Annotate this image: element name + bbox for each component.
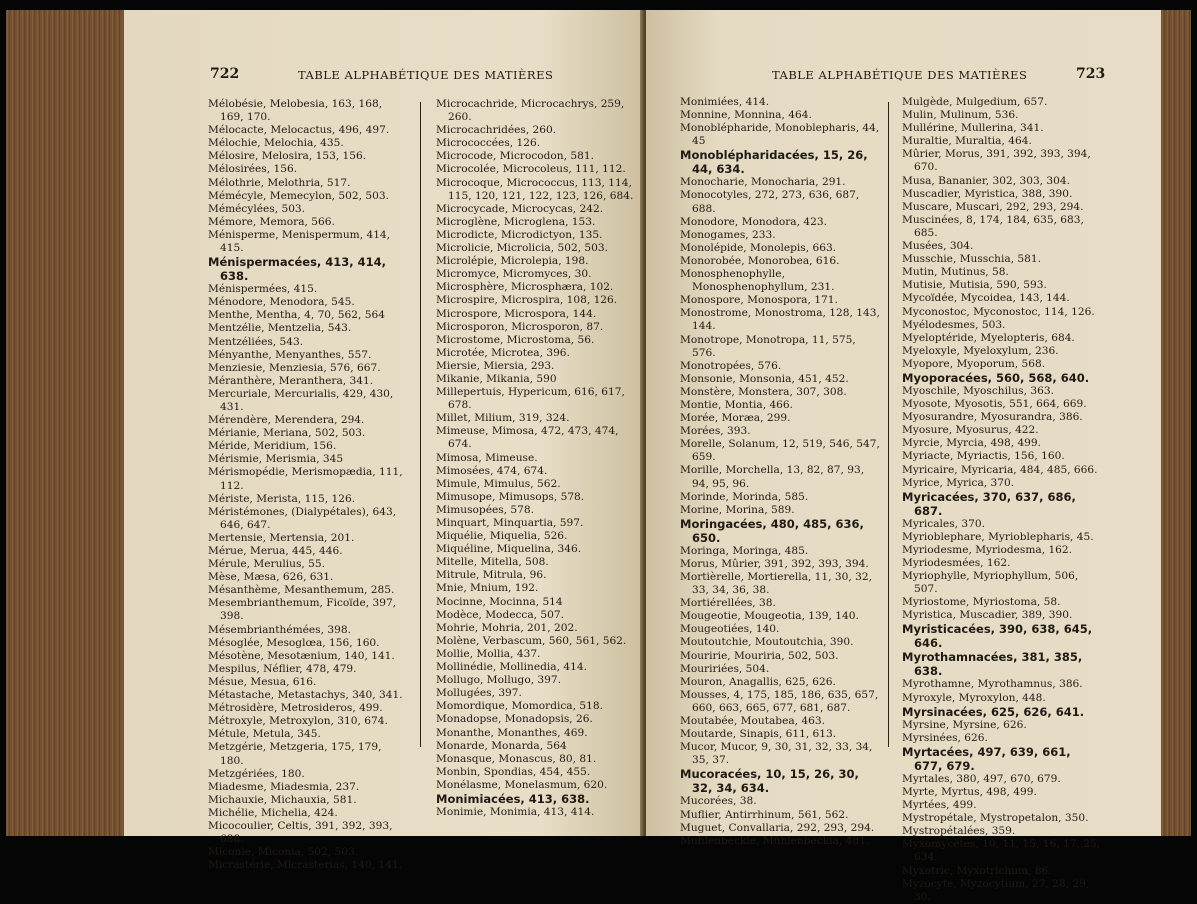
page-edges-left — [6, 10, 128, 836]
index-entry: Myosure, Myosurus, 422. — [902, 424, 1039, 437]
index-entry: Myrtées, 499. — [902, 799, 977, 812]
left-page — [124, 10, 644, 872]
index-entry: Mitelle, Mitella, 508. — [436, 556, 549, 569]
index-entry: Monospore, Monospora, 171. — [680, 294, 838, 307]
index-entry: Myxomycètes, 10, 11, 15, 16, 17, 25, 634. — [902, 838, 1101, 864]
index-entry: Metzgérie, Metzgeria, 175, 179, 180. — [208, 741, 382, 767]
index-entry: Myriodesmées, 162. — [902, 557, 1011, 569]
index-entry: Microcachridées, 260. — [436, 124, 557, 137]
index-entry: Mougeotiées, 140. — [680, 623, 780, 636]
index-entry: Microtée, Microtea, 396. — [436, 346, 570, 359]
index-entry: Mentzélie, Mentzelia, 543. — [208, 322, 352, 335]
index-entry: Myrothamne, Myrothamnus, 386. — [902, 678, 1083, 691]
index-entry: Myriodesme, Myriodesma, 162. — [902, 543, 1073, 556]
index-entry: Michélie, Michelia, 424. — [208, 806, 338, 819]
index-entry: Mimeuse, Mimosa, 472, 473, 474, 674. — [436, 425, 619, 451]
index-entry: Myrtacées, 497, 639, 661, 677, 679. — [902, 744, 1071, 773]
index-entry: Myrte, Myrtus, 498, 499. — [902, 785, 1037, 798]
index-entry: Métule, Metula, 345. — [208, 728, 321, 741]
index-entry: Myconostoc, Myconostoc, 114, 126. — [902, 305, 1095, 318]
index-entry: Microcolée, Microcoleus, 111, 112. — [436, 163, 626, 176]
column-rule-left — [420, 102, 421, 747]
index-column-2 — [436, 98, 636, 819]
index-entry: Monanthe, Monanthes, 469. — [436, 726, 588, 739]
index-entry: Myristica, Muscadier, 389, 390. — [902, 609, 1073, 622]
index-entry: Microlicie, Microlicia, 502, 503. — [436, 242, 609, 255]
index-entry: Monasque, Monascus, 80, 81. — [436, 752, 597, 765]
index-entry: Mouron, Anagallis, 625, 626. — [680, 675, 836, 688]
index-entry: Morine, Morina, 589. — [680, 503, 795, 516]
index-entry: Monocharie, Monocharia, 291. — [680, 176, 846, 189]
index-entry: Myeloxyle, Myeloxylum, 236. — [902, 344, 1059, 357]
index-entry: Momordique, Momordica, 518. — [436, 700, 603, 713]
index-entry: Monimiées, 414. — [680, 96, 770, 108]
index-entry: Mimosées, 474, 674. — [436, 464, 548, 477]
index-entry: Molène, Verbascum, 560, 561, 562. — [436, 634, 627, 647]
index-entry: Microglène, Microglena, 153. — [436, 215, 596, 228]
index-entry: Menthe, Mentha, 4, 70, 562, 564 — [208, 309, 385, 322]
index-entry: Myosurandre, Myosurandra, 386. — [902, 411, 1083, 424]
index-entry: Myrice, Myrica, 370. — [902, 476, 1015, 489]
index-entry: Mycoïdée, Mycoidea, 143, 144. — [902, 292, 1070, 305]
index-entry: Modèce, Modecca, 507. — [436, 608, 564, 621]
page-edges-right — [1161, 10, 1191, 836]
index-entry: Mélothrie, Melothria, 517. — [208, 176, 351, 189]
index-entry: Mérendère, Merendera, 294. — [208, 414, 365, 427]
index-entry: Méride, Meridium, 156. — [208, 440, 337, 453]
index-entry: Monolépide, Monolepis, 663. — [680, 241, 837, 254]
index-entry: Mougeotie, Mougeotia, 139, 140. — [680, 610, 859, 623]
index-entry: Mérule, Merulius, 55. — [208, 558, 326, 571]
index-entry: Mitrule, Mitrula, 96. — [436, 569, 547, 582]
index-entry: Méristémones, (Dialypétales), 643, 646, 647. — [208, 505, 397, 531]
index-entry: Moringacées, 480, 485, 636, 650. — [680, 516, 864, 545]
index-entry: Mémore, Memora, 566. — [208, 215, 335, 228]
index-entry: Myzocyte, Myzocytium, 27, 28, 29, 30. — [902, 877, 1090, 903]
index-entry: Microdicte, Microdictyon, 135. — [436, 228, 603, 241]
index-entry: Myriostome, Myriostoma, 58. — [902, 596, 1061, 609]
index-entry: Mésoglée, Mesoglœa, 156, 160. — [208, 636, 380, 649]
index-entry: Moutarde, Sinapis, 611, 613. — [680, 728, 837, 741]
index-entry: Monostrome, Monostroma, 128, 143, 144. — [680, 307, 880, 333]
index-entry: Monnine, Monnina, 464. — [680, 109, 812, 122]
index-entry: Monarde, Monarda, 564 — [436, 739, 567, 752]
running-head-left: TABLE ALPHABÉTIQUE DES MATIÈRES — [298, 68, 554, 82]
index-entry: Microstome, Microstoma, 56. — [436, 333, 595, 346]
index-entry: Monélasme, Monelasmum, 620. — [436, 778, 608, 791]
index-entry: Myoporacées, 560, 568, 640. — [902, 370, 1090, 385]
index-entry: Myxotric, Myxotrichum, 86. — [902, 864, 1052, 877]
index-entry: Méranthère, Meranthera, 341. — [208, 374, 374, 387]
index-entry: Mouririe, Mouriria, 502, 503. — [680, 649, 839, 662]
index-entry: Monoblépharide, Monoblepharis, 44, 45 — [680, 122, 880, 148]
index-column-4 — [902, 96, 1102, 904]
index-entry: Mimule, Mimulus, 562. — [436, 477, 561, 490]
running-head-right: TABLE ALPHABÉTIQUE DES MATIÈRES — [772, 68, 1028, 82]
index-entry: Microcoque, Micrococcus, 113, 114, 115, 120, 121, 122, 123, 126, 684. — [436, 176, 634, 202]
right-page — [646, 10, 1166, 903]
index-entry: Myrothamnacées, 381, 385, 638. — [902, 650, 1083, 679]
index-entry: Mésanthème, Mesanthemum, 285. — [208, 584, 395, 597]
index-entry: Myristicacées, 390, 638, 645, 646. — [902, 622, 1093, 651]
index-entry: Myroxyle, Myroxylon, 448. — [902, 691, 1046, 704]
index-entry: Mélosire, Melosira, 153, 156. — [208, 150, 367, 163]
index-entry: Mérismie, Merismia, 345 — [208, 453, 344, 466]
index-entry: Miadesme, Miadesmia, 237. — [208, 780, 360, 793]
index-entry: Michauxie, Michauxia, 581. — [208, 793, 357, 806]
index-entry: Mérue, Merua, 445, 446. — [208, 545, 343, 557]
index-entry: Ményanthe, Menyanthes, 557. — [208, 348, 372, 361]
index-entry: Myricacées, 370, 637, 686, 687. — [902, 489, 1076, 518]
index-entry: Monadopse, Monadopsis, 26. — [436, 713, 593, 726]
index-entry: Millet, Milium, 319, 324. — [436, 412, 570, 425]
index-entry: Myoschile, Myoschilus, 363. — [902, 384, 1054, 397]
index-entry: Mucoracées, 10, 15, 26, 30, 32, 34, 634. — [680, 767, 859, 796]
index-entry: Micromyce, Micromyces, 30. — [436, 268, 592, 281]
index-entry: Myricales, 370. — [902, 517, 985, 530]
index-entry: Muguet, Convallaria, 292, 293, 294. — [680, 821, 875, 834]
index-entry: Muraltie, Muraltia, 464. — [902, 135, 1032, 148]
index-entry: Monocotyles, 272, 273, 636, 687, 688. — [680, 189, 860, 215]
index-entry: Mesembrianthemum, Ficoïde, 397, 398. — [208, 597, 397, 623]
index-entry: Myopore, Myoporum, 568. — [902, 357, 1046, 370]
index-entry: Montie, Montia, 466. — [680, 398, 794, 411]
index-entry: Mimusopées, 578. — [436, 503, 534, 516]
index-entry: Mouririées, 504. — [680, 662, 770, 675]
index-entry: Monotrope, Monotropa, 11, 575, 576. — [680, 333, 856, 359]
index-entry: Myrsinées, 626. — [902, 731, 988, 744]
index-entry: Micocoulier, Celtis, 391, 392, 393, 688. — [208, 819, 393, 846]
index-column-1 — [208, 98, 408, 872]
index-entry: Microsporon, Microsporon, 87. — [436, 320, 604, 333]
index-entry: Mollinédie, Mollinedia, 414. — [436, 661, 587, 674]
index-entry: Monstère, Monstera, 307, 308. — [680, 385, 847, 398]
index-entry: Morinde, Morinda, 585. — [680, 490, 809, 503]
index-entry: Metzgériées, 180. — [208, 767, 305, 780]
index-entry: Myrtales, 380, 497, 670, 679. — [902, 772, 1061, 785]
index-entry: Myriophylle, Myriophyllum, 506, 507. — [902, 570, 1079, 596]
index-entry: Microcachride, Microcachrys, 259, 260. — [436, 98, 625, 124]
index-entry: Mollie, Mollia, 437. — [436, 647, 541, 660]
index-entry: Mentzéliées, 543. — [208, 335, 304, 348]
index-entry: Mérianie, Meriana, 502, 503. — [208, 427, 366, 440]
index-entry: Mimosa, Mimeuse. — [436, 451, 538, 464]
index-entry: Monoblépharidacées, 15, 26, 44, 634. — [680, 148, 868, 177]
index-entry: Musschie, Musschia, 581. — [902, 253, 1042, 266]
index-entry: Mollugo, Mollugo, 397. — [436, 674, 562, 687]
index-entry: Mystropétale, Mystropetalon, 350. — [902, 812, 1089, 825]
index-entry: Microspore, Microspora, 144. — [436, 307, 597, 320]
index-entry: Mertensie, Mertensia, 201. — [208, 531, 355, 544]
index-entry: Moringa, Moringa, 485. — [680, 544, 809, 557]
page-number-left: 722 — [210, 66, 240, 82]
index-entry: Mésembrianthémées, 398. — [208, 623, 351, 636]
index-entry: Monimiacées, 413, 638. — [436, 791, 590, 806]
index-entry: Mutisie, Mutisia, 590, 593. — [902, 279, 1047, 292]
index-entry: Morée, Moræa, 299. — [680, 412, 791, 425]
index-entry: Menziesie, Menziesia, 576, 667. — [208, 361, 381, 374]
index-entry: Monotropées, 576. — [680, 359, 782, 372]
index-entry: Myrsinacées, 625, 626, 641. — [902, 704, 1085, 719]
index-entry: Morées, 393. — [680, 425, 751, 438]
index-entry: Miquélie, Miquelia, 526. — [436, 530, 568, 543]
index-entry: Myricaire, Myricaria, 484, 485, 666. — [902, 463, 1098, 476]
index-entry: Miersie, Miersia, 293. — [436, 359, 555, 372]
index-entry: Microcycade, Microcycas, 242. — [436, 202, 604, 215]
index-entry: Mikanie, Mikania, 590 — [436, 372, 557, 385]
index-entry: Microlépie, Microlepia, 198. — [436, 255, 589, 268]
index-entry: Morille, Morchella, 13, 82, 87, 93, 94, 95, 96. — [680, 464, 865, 490]
index-entry: Mutin, Mutinus, 58. — [902, 266, 1009, 279]
index-entry: Mohrie, Mohria, 201, 202. — [436, 621, 578, 634]
index-entry: Monimie, Monimia, 413, 414. — [436, 805, 595, 818]
index-entry: Muscinées, 8, 174, 184, 635, 683, 685. — [902, 213, 1084, 239]
index-entry: Mucor, Mucor, 9, 30, 31, 32, 33, 34, 35, 37. — [680, 741, 873, 767]
index-entry: Microsphère, Microsphæra, 102. — [436, 281, 614, 294]
index-entry: Minquart, Minquartia, 597. — [436, 517, 584, 529]
index-entry: Métroxyle, Metroxylon, 310, 674. — [208, 715, 388, 728]
index-entry: Myosote, Myosotis, 551, 664, 669. — [902, 398, 1087, 411]
index-entry: Muhlenbeckie, Mühlenbeckia, 481. — [680, 834, 870, 847]
index-entry: Mollugées, 397. — [436, 687, 522, 700]
index-entry: Musa, Bananier, 302, 303, 304. — [902, 174, 1071, 187]
column-rule-right — [888, 102, 889, 747]
index-entry: Moutabée, Moutabea, 463. — [680, 715, 825, 728]
index-entry: Morus, Mûrier, 391, 392, 393, 394. — [680, 557, 869, 570]
index-entry: Mémécyle, Memecylon, 502, 503. — [208, 189, 389, 202]
index-entry: Myrioblephare, Myrioblepharis, 45. — [902, 530, 1094, 543]
index-entry: Muflier, Antirrhinum, 561, 562. — [680, 808, 849, 821]
index-entry: Ménisperme, Menispermum, 414, 415. — [208, 228, 391, 255]
index-entry: Mésue, Mesua, 616. — [208, 675, 317, 688]
index-entry: Mocinne, Mocinna, 514 — [436, 595, 563, 608]
index-entry: Mnie, Mnium, 192. — [436, 582, 539, 595]
index-entry: Monodore, Monodora, 423. — [680, 215, 827, 228]
index-entry: Mélochie, Melochia, 435. — [208, 137, 344, 150]
open-book — [6, 10, 1191, 903]
index-entry: Miconie, Miconia, 502, 503. — [208, 846, 359, 859]
index-entry: Muscare, Muscari, 292, 293, 294. — [902, 200, 1084, 213]
index-entry: Métrosidère, Metrosideros, 499. — [208, 702, 383, 715]
index-entry: Ménispermées, 415. — [208, 283, 318, 296]
index-entry: Mulgède, Mulgedium, 657. — [902, 96, 1048, 108]
index-entry: Mèse, Mæsa, 626, 631. — [208, 571, 334, 584]
index-entry: Mulin, Mulinum, 536. — [902, 109, 1019, 122]
index-entry: Mélosirées, 156. — [208, 163, 298, 176]
index-entry: Mousses, 4, 175, 185, 186, 635, 657, 660, 663, 665, 677, 681, 687. — [680, 688, 879, 714]
index-entry: Mimusope, Mimusops, 578. — [436, 490, 585, 503]
index-entry: Myélodesmes, 503. — [902, 318, 1006, 331]
index-entry: Muscadier, Myristica, 388, 390. — [902, 187, 1073, 200]
index-entry: Micrococcées, 126. — [436, 137, 541, 150]
index-entry: Musées, 304. — [902, 240, 974, 253]
index-entry: Moutoutchie, Moutoutchia, 390. — [680, 636, 854, 649]
index-entry: Miquéline, Miquelina, 346. — [436, 543, 582, 556]
index-entry: Mélobésie, Melobesia, 163, 168, 169, 170. — [208, 98, 383, 124]
index-entry: Mémécylées, 503. — [208, 202, 306, 215]
index-entry: Mucorées, 38. — [680, 795, 757, 808]
index-entry: Mortiérellées, 38. — [680, 597, 776, 610]
index-entry: Microspire, Microspira, 108, 126. — [436, 294, 618, 307]
index-entry: Mortièrelle, Mortierella, 11, 30, 32, 33, 34, 36, 38. — [680, 571, 872, 597]
index-entry: Mercuriale, Mercurialis, 429, 430, 431. — [208, 387, 394, 413]
index-entry: Monbin, Spondias, 454, 455. — [436, 765, 591, 778]
index-entry: Mélocacte, Melocactus, 496, 497. — [208, 124, 390, 137]
index-entry: Ménodore, Menodora, 545. — [208, 296, 355, 309]
index-entry: Métastache, Metastachys, 340, 341. — [208, 689, 403, 702]
index-entry: Microcode, Microcodon, 581. — [436, 150, 594, 163]
index-entry: Monogames, 233. — [680, 228, 776, 241]
index-entry: Mésotène, Mesotænium, 140, 141. — [208, 649, 395, 662]
index-entry: Monosphenophylle, Monosphenophyllum, 231. — [680, 268, 835, 294]
index-entry: Monorobée, Monorobea, 616. — [680, 254, 840, 267]
index-entry: Myriacte, Myriactis, 156, 160. — [902, 450, 1065, 463]
page-number-right: 723 — [1076, 66, 1106, 82]
index-entry: Mériste, Merista, 115, 126. — [208, 492, 356, 505]
index-entry: Myeloptéride, Myelopteris, 684. — [902, 331, 1075, 344]
index-entry: Millepertuis, Hypericum, 616, 617, 678. — [436, 386, 625, 412]
index-entry: Ménispermacées, 413, 414, 638. — [208, 255, 387, 284]
index-entry: Mûrier, Morus, 391, 392, 393, 394, 670. — [902, 148, 1091, 174]
index-entry: Mystropétalées, 359. — [902, 825, 1016, 838]
index-entry: Micrastérie, Micrasterias, 140, 141. — [208, 859, 402, 872]
index-entry: Myrcie, Myrcia, 498, 499. — [902, 437, 1042, 450]
index-column-3 — [680, 96, 880, 848]
index-entry: Monsonie, Monsonia, 451, 452. — [680, 372, 849, 385]
index-entry: Mullérine, Mullerina, 341. — [902, 122, 1044, 135]
index-entry: Mérismopédie, Merismopædia, 111, 112. — [208, 466, 403, 492]
index-entry: Morelle, Solanum, 12, 519, 546, 547, 659. — [680, 438, 880, 464]
index-entry: Mespilus, Néflier, 478, 479. — [208, 662, 357, 675]
index-entry: Myrsine, Myrsine, 626. — [902, 718, 1027, 731]
